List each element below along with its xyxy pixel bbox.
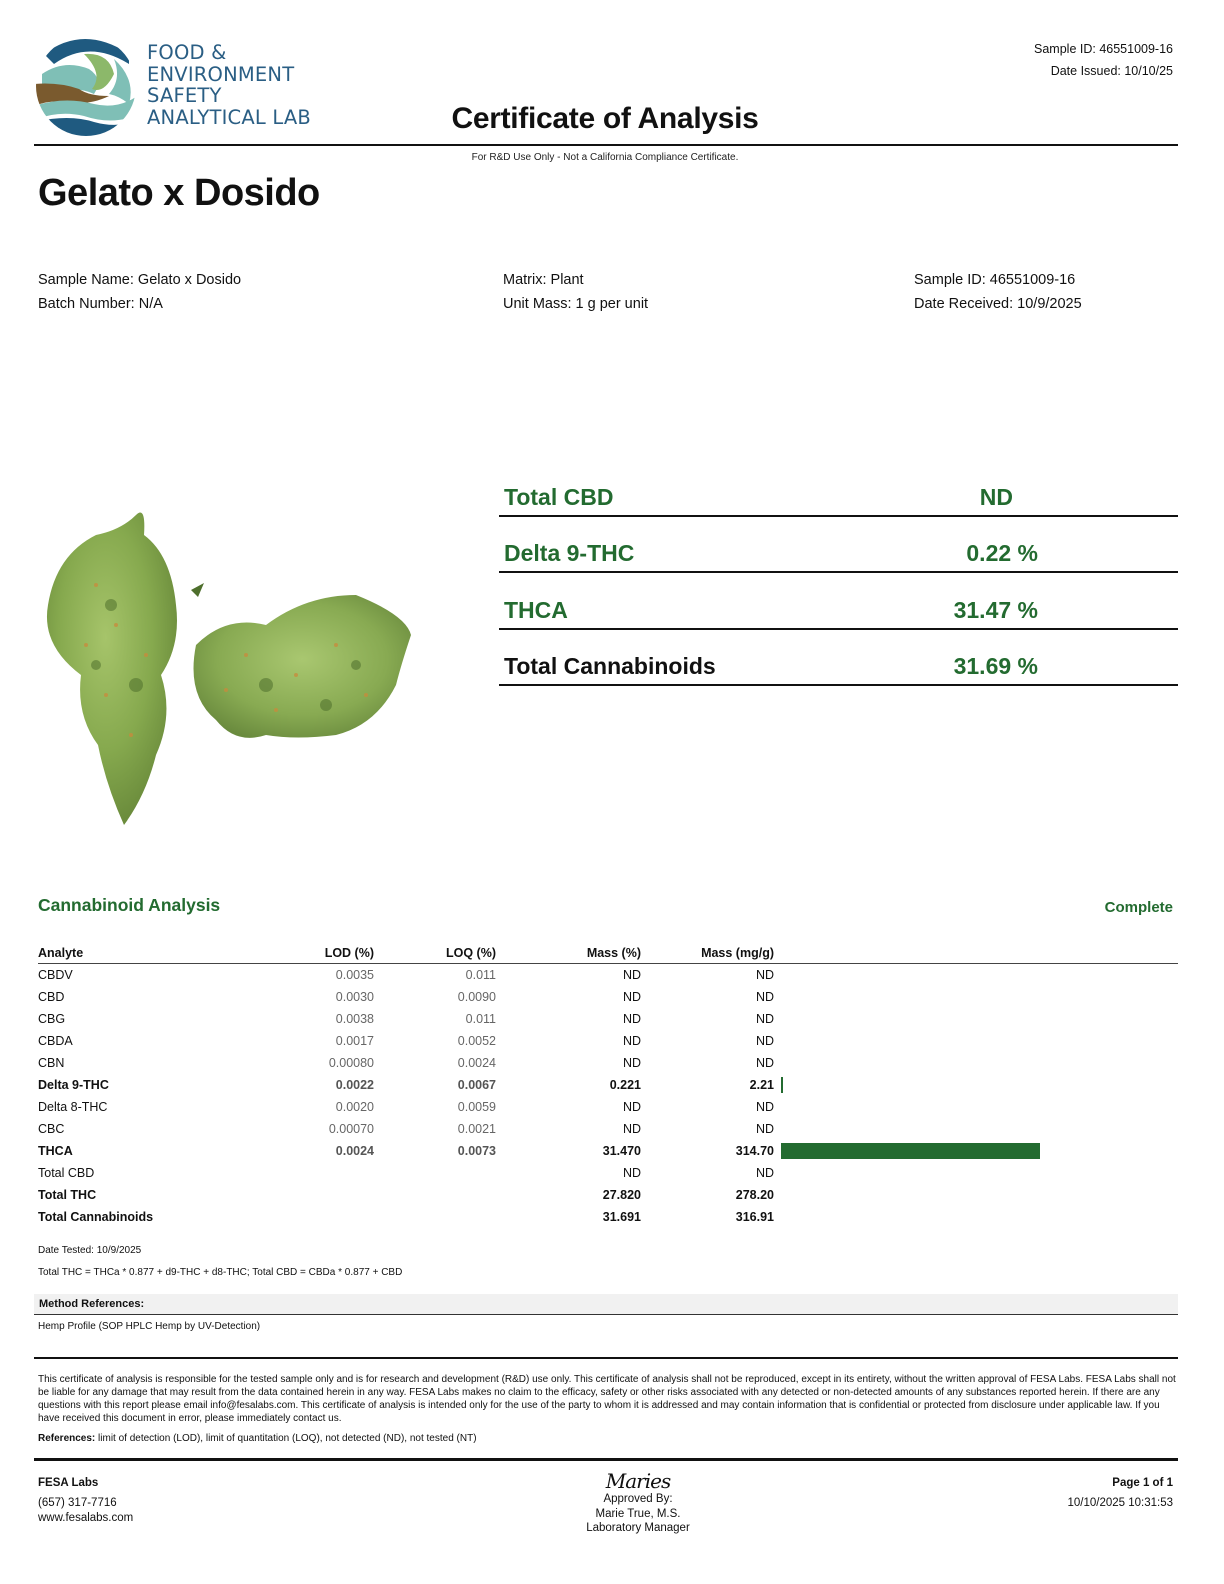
approved-by-label: Approved By: [603,1493,673,1505]
loq: 0.011 [465,1012,496,1026]
lab-phone: (657) 317-7716 [38,1497,117,1509]
table-row [38,1008,1178,1030]
approver-title: Laboratory Manager [586,1522,690,1534]
date-received: Date Received: 10/9/2025 [914,296,1082,312]
analyte: Total Cannabinoids [38,1210,154,1224]
method-references-label: Method References: [39,1298,145,1310]
compliance-note: For R&D Use Only - Not a California Compliance Certificate. [471,152,739,163]
analyte: Delta 8-THC [38,1100,108,1114]
table-row [38,1030,1178,1052]
sample-info-middle [503,268,648,316]
mass-pct: ND [622,1056,641,1070]
lod: 0.0017 [335,1034,374,1048]
mass-pct: ND [622,1012,641,1026]
lod: 0.0035 [335,968,374,982]
approval-block [538,1470,738,1536]
loq: 0.0067 [457,1078,496,1092]
loq: 0.0052 [457,1034,496,1048]
lab-website[interactable]: www.fesalabs.com [38,1512,134,1524]
footer-page-info [1067,1476,1173,1511]
summary-label: THCA [504,596,568,623]
col-mass-mg: Mass (mg/g) [701,946,774,960]
col-mass-pct: Mass (%) [586,946,641,960]
loq: 0.0090 [457,990,496,1004]
analyte: CBG [38,1012,66,1026]
sample-info-right [914,268,1082,316]
product-photo [36,495,416,835]
header-sample-id: Sample ID: 46551009-16 [1034,42,1173,56]
mass-pct: 0.221 [609,1078,641,1092]
table-row [38,1184,1178,1206]
method-references-header [34,1294,1178,1315]
lod: 0.0024 [335,1144,374,1158]
logo-line: ANALYTICAL LAB [147,105,311,129]
loq: 0.0059 [457,1100,496,1114]
lod: 0.0020 [335,1100,374,1114]
mass-mg: 316.91 [735,1210,774,1224]
lab-logo-text [147,42,311,128]
lod: 0.0038 [335,1012,374,1026]
analyte: Total CBD [38,1166,95,1180]
lab-name: FESA Labs [38,1477,99,1489]
analysis-status: Complete [1104,899,1173,916]
lod: 0.00070 [328,1122,374,1136]
summary-value: 0.22 % [966,540,1038,566]
table-row [38,1162,1178,1184]
summary-row-total-cbd [499,460,1178,517]
footer-divider [34,1458,1178,1461]
logo-line: SAFETY [147,84,222,107]
summary-label: Total CBD [504,483,614,510]
summary-value: ND [979,483,1013,510]
total-formula: Total THC = THCa * 0.877 + d9-THC + d8-THC; Total CBD = CBDa * 0.877 + CBD [38,1267,403,1278]
mass-pct: 27.820 [602,1188,641,1202]
analyte: CBC [38,1122,65,1136]
summary-value: 31.69 % [953,653,1038,679]
page-number: Page 1 of 1 [1112,1477,1173,1489]
loq: 0.0021 [457,1122,496,1136]
disclaimer-text: This certificate of analysis is responsible for the tested sample only and is for research and development (R&D) use only. This certificate of analysis shall not be reproduced, except in its entirety, without the written approval of FESA Labs. FESA Labs shall not be liable for any damage that may result from the data contained herein in any way. FESA Labs makes no claim to the efficacy, safety or other risks associated with any detected or non-detected amounts of any substances reported herein. If there are any questions with this report please email info@fesalabs.com. This certificate of analysis is intended only for the use of the party to whom it is addressed and may contain information that is confidential or protected from disclosure under applicable law. If you have received this document in error, please immediately contact us. [38,1374,1176,1424]
logo-emblem-icon [34,34,140,140]
analyte: Total THC [38,1188,97,1202]
mass-pct: ND [622,1122,641,1136]
mass-mg: ND [755,1012,774,1026]
sample-id: Sample ID: 46551009-16 [914,272,1076,288]
summary-label: Delta 9-THC [504,540,635,566]
logo-line: FOOD & [147,41,227,64]
table-header [38,943,1178,964]
summary-value: 31.47 % [953,596,1038,623]
mass-pct: ND [622,990,641,1004]
lod: 0.00080 [328,1056,374,1070]
mass-mg: 2.21 [749,1078,774,1092]
analyte: THCA [38,1144,73,1158]
summary-row-thca [499,573,1178,630]
mass-mg: ND [755,1166,774,1180]
date-tested: Date Tested: 10/9/2025 [38,1245,142,1256]
table-row [38,1096,1178,1118]
cannabinoid-table [38,943,1178,1228]
header-divider [34,144,1178,146]
mass-pct: ND [622,1034,641,1048]
mass-bar [781,1143,1040,1159]
signature: Maries [605,1469,671,1493]
sample-info-left [38,268,241,316]
mass-mg: ND [755,1056,774,1070]
mass-pct: ND [622,1166,641,1180]
unit-mass: Unit Mass: 1 g per unit [503,296,649,312]
mass-mg: 314.70 [735,1144,774,1158]
loq: 0.0073 [457,1144,496,1158]
table-row [38,1140,1178,1162]
mass-mg: ND [755,1034,774,1048]
col-lod: LOD (%) [324,946,374,960]
table-row [38,1052,1178,1074]
cannabis-bud-image [36,495,416,835]
mass-mg: ND [755,1122,774,1136]
lod: 0.0022 [335,1078,374,1092]
product-title: Gelato x Dosido [38,172,320,214]
col-analyte: Analyte [38,946,84,960]
mass-pct: 31.470 [602,1144,641,1158]
document-title: Certificate of Analysis [451,102,759,135]
table-row [38,1074,1178,1096]
batch-number: Batch Number: N/A [38,296,163,312]
matrix: Matrix: Plant [503,272,584,288]
potency-summary [499,460,1178,686]
analyte: CBN [38,1056,65,1070]
analyte: CBD [38,990,65,1004]
footer-lab-info [38,1476,133,1526]
header-date-issued: Date Issued: 10/10/25 [1050,64,1173,78]
mass-bar [781,1077,783,1093]
loq: 0.0024 [457,1056,496,1070]
mass-pct: 31.691 [602,1210,641,1224]
summary-row-delta9-thc [499,517,1178,574]
mass-mg: ND [755,968,774,982]
summary-row-total-cannabinoids [499,630,1178,687]
analyte: Delta 9-THC [38,1078,109,1092]
col-loq: LOQ (%) [446,946,496,960]
analyte: CBDA [38,1034,73,1048]
references-text: limit of detection (LOD), limit of quantitation (LOQ), not detected (ND), not tested (NT) [95,1433,477,1444]
analyte: CBDV [38,968,73,982]
cannabinoid-section-title: Cannabinoid Analysis [38,895,221,915]
header-meta [1034,38,1173,82]
loq: 0.011 [465,968,496,982]
references [38,1433,477,1444]
generated-timestamp: 10/10/2025 10:31:53 [1067,1497,1173,1509]
sample-name: Sample Name: Gelato x Dosido [38,272,242,288]
mass-pct: ND [622,1100,641,1114]
disclaimer-divider [34,1357,1178,1359]
lod: 0.0030 [335,990,374,1004]
method-reference: Hemp Profile (SOP HPLC Hemp by UV-Detection) [38,1321,261,1332]
references-label: References: [38,1433,96,1444]
approver-name: Marie True, M.S. [595,1507,681,1520]
table-row [38,1206,1178,1228]
table-row [38,1118,1178,1140]
logo-line: ENVIRONMENT [147,62,295,86]
table-row [38,964,1178,986]
summary-label: Total Cannabinoids [504,653,716,679]
table-row [38,986,1178,1008]
mass-mg: 278.20 [735,1188,774,1202]
mass-pct: ND [622,968,641,982]
mass-mg: ND [755,990,774,1004]
mass-mg: ND [755,1100,774,1114]
